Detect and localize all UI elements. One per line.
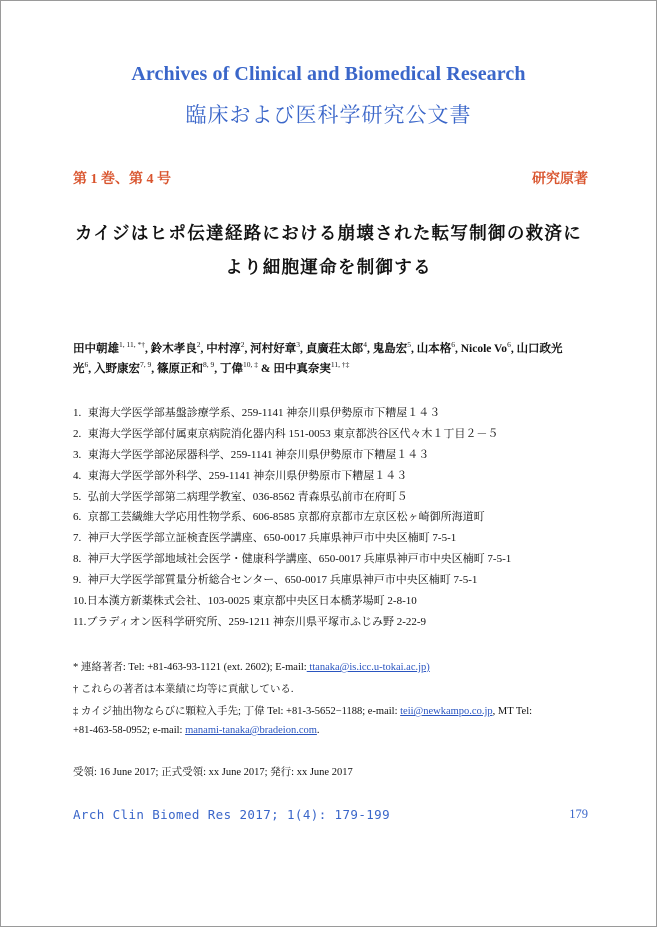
author-affiliation: 6 (507, 340, 511, 350)
author-name: 入野康宏 (94, 363, 140, 375)
article-title-line-2: より細胞運命を制御する (225, 258, 432, 278)
author-name: 田中朝雄 (73, 343, 119, 355)
author-name: 田中真奈実 (273, 363, 331, 375)
affiliation-item: 5. 弘前大学医学部第二病理学教室、036-8562 青森県弘前市在府町５ (73, 490, 408, 503)
author-affiliation: 10, ‡ (243, 360, 258, 370)
author-name: Nicole Vo (460, 343, 508, 355)
issue-label: 第 1 巻、第 4 号 (73, 172, 171, 187)
author-name: 篠原正和 (157, 363, 203, 375)
author-name: 丁偉 (220, 363, 243, 375)
corresponding-author-note: * 連絡著者: Tel: +81-463-93-1121 (ext. 2602); E-mail: ttanaka@is.icc.u-tokai.ac.jp) (73, 662, 430, 673)
author-affiliation: 8, 9 (203, 360, 215, 370)
journal-title-en: Archives of Clinical and Biomedical Research (131, 63, 526, 85)
author-affiliation: 11, †‡ (330, 360, 350, 370)
article-title (56, 217, 601, 285)
affiliation-item: 3. 東海大学医学部泌尿器科学、259-1141 神奈川県伊勢原市下糟屋１４３ (73, 448, 430, 461)
author-name: 中村淳 (206, 343, 241, 355)
author-name: 貞廣荘太郎 (305, 343, 364, 355)
author-affiliation: 2 (196, 340, 201, 350)
affiliation-item: 2. 東海大学医学部付属東京病院消化器内科 151-0053 東京都渋谷区代々木１丁目２－５ (73, 427, 499, 440)
author-name-continued: 光 (73, 363, 85, 375)
corresponding-email-link[interactable]: ttanaka@is.icc.u-tokai.ac.jp) (306, 662, 430, 673)
author-affiliation: 2 (240, 340, 245, 350)
author-name: 鈴木孝良 (150, 343, 197, 355)
author-affiliation: 5 (407, 340, 411, 350)
author-name: 河村好章 (250, 343, 297, 355)
affiliation-item: 7. 神戸大学医学部立証検査医学講座、650-0017 兵庫県神戸市中央区楠町 7-5-1 (73, 532, 457, 545)
author-name: 山本格 (416, 343, 452, 355)
manami-email-link[interactable]: manami-tanaka@bradeion.com (185, 725, 317, 736)
supplier-note: ‡ カイジ抽出物ならびに顆粒入手先; 丁偉 Tel: +81-3-5652−1188; e-mail: teii@newkampo.co.jp, MT Tel: (73, 706, 533, 717)
journal-title-jp: 臨床および医科学研究公文書 (185, 103, 472, 127)
publication-dates: 受領: 16 June 2017; 正式受領: xx June 2017; 発行: xx June 2017 (73, 767, 353, 778)
affiliation-item: 8. 神戸大学医学部地域社会医学・健康科学講座、650-0017 兵庫県神戸市中央区楠町 7-5-1 (73, 553, 512, 566)
author-affiliation: 4 (363, 340, 367, 350)
article-title-line-1: カイジはヒポ伝達経路における崩壊された転写制御の救済に (74, 224, 583, 244)
equal-contribution-note: † これらの著者は本業績に均等に貢献している. (73, 684, 294, 695)
author-name: 山口政光 (516, 343, 563, 355)
affiliation-item: 10.日本漢方新薬株式会社、103-0025 東京都中央区日本橋茅場町 2-8-10 (73, 595, 417, 608)
affiliation-item: 11.ブラディオン医科学研究所、259-1211 神奈川県平塚市ふじみ野 2-22-9 (73, 615, 427, 628)
article-type-label: 研究原著 (532, 172, 588, 187)
author-affiliation: 3 (296, 340, 300, 350)
author-notes (73, 658, 588, 740)
supplier-note-line-2: +81-463-58-0952; e-mail: manami-tanaka@bradeion.com. (73, 725, 320, 736)
page-number: 179 (569, 807, 588, 821)
author-affiliation: 1, 11, *† (119, 340, 145, 350)
author-list (73, 339, 586, 379)
supplier-email-link[interactable]: teii@newkampo.co.jp (400, 706, 493, 717)
author-affiliation: 6 (84, 360, 89, 370)
author-affiliation: 6 (451, 340, 455, 350)
footer-citation: Arch Clin Biomed Res 2017; 1(4): 179-199 (73, 807, 391, 822)
author-line-1: 田中朝雄$^{1, 11, *\dagger}$, 鈴木孝良$^2$, 中村淳$^2$, 河村好章$^3$, 貞廣荘太郎$^4$, 鬼島宏$^5$, 山本格$^6$, Nicole Vo$^6$, 山口政光 (73, 340, 563, 355)
affiliation-item: 9. 神戸大学医学部質量分析総合センター、650-0017 兵庫県神戸市中央区楠町 7-5-1 (73, 574, 478, 587)
affiliation-item: 1. 東海大学医学部基盤診療学系、259-1141 神奈川県伊勢原市下糟屋１４３ (73, 407, 441, 419)
author-name: 鬼島宏 (372, 343, 408, 355)
affiliation-item: 4. 東海大学医学部外科学、259-1141 神奈川県伊勢原市下糟屋１４３ (73, 469, 408, 482)
affiliation-item: 6. 京都工芸繊維大学応用性物学系、606-8585 京都府京都市左京区松ヶ崎御所海道町 (73, 511, 485, 524)
author-affiliation: 7, 9 (140, 360, 152, 370)
author-line-2: 光$^6$, 入野康宏$^{7, 9}$, 篠原正和$^{8, 9}$, 丁偉$^{10, \ddagger}$ & 田中真奈実$^{11, \dagger\ddagger}$ (73, 360, 350, 375)
affiliation-list (73, 403, 596, 633)
